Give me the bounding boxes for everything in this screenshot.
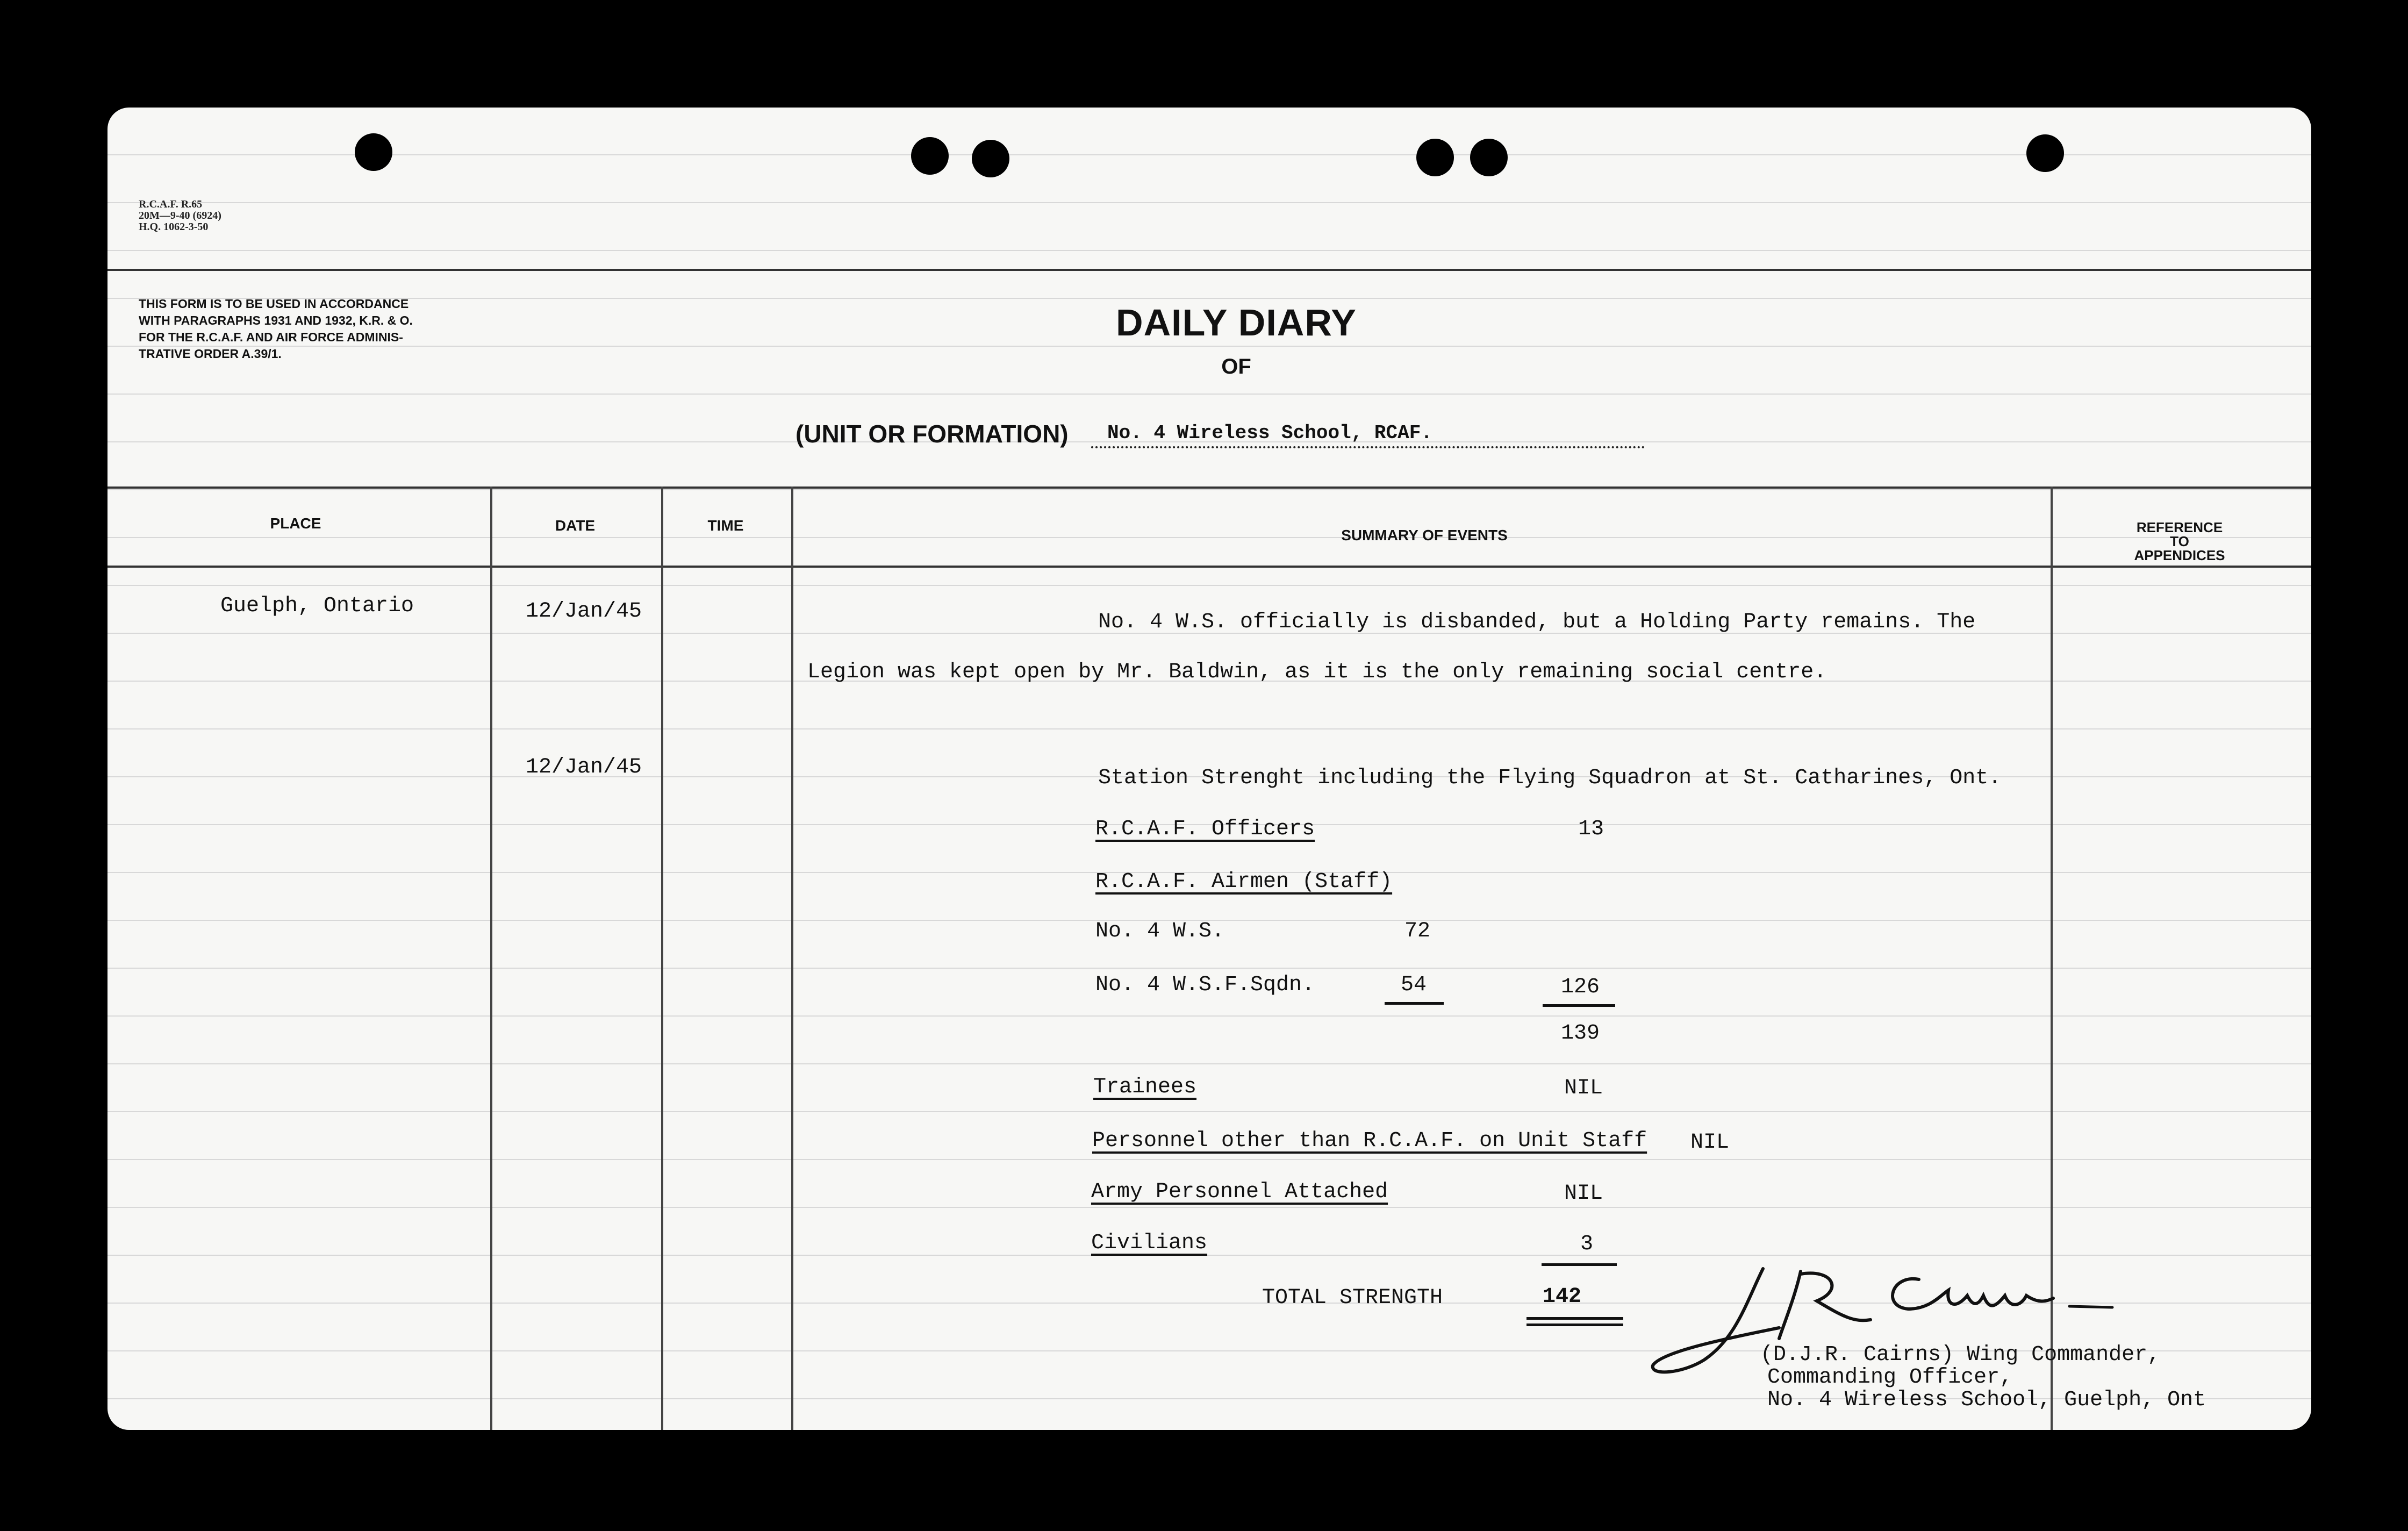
- column-header-time: TIME: [707, 517, 744, 534]
- entry-summary-line: Legion was kept open by Mr. Baldwin, as it is the only remaining social centre.: [807, 660, 1827, 684]
- signature-line: (D.J.R. Cairns) Wing Commander,: [1760, 1343, 2161, 1367]
- civilians-value: 3: [1580, 1232, 1594, 1256]
- total-strength-value: 142: [1543, 1285, 1582, 1309]
- punch-hole: [2026, 134, 2064, 172]
- airmen-subtotal: 126: [1561, 975, 1600, 999]
- army-label: Army Personnel Attached: [1091, 1180, 1388, 1204]
- entry-summary-line: Station Strenght including the Flying Squadron at St. Catharines, Ont.: [1098, 766, 2002, 790]
- instruction-line: FOR THE R.C.A.F. AND AIR FORCE ADMINIS-: [139, 330, 403, 344]
- unit-label: (UNIT OR FORMATION): [796, 420, 1069, 448]
- unit-value: No. 4 Wireless School, RCAF.: [1091, 422, 1645, 448]
- instruction-line: TRATIVE ORDER A.39/1.: [139, 347, 282, 361]
- wsf-value: 54: [1401, 973, 1427, 997]
- header-bottom-rule: [108, 566, 2311, 568]
- officers-label: R.C.A.F. Officers: [1095, 817, 1315, 841]
- total-double-rule: [1526, 1317, 1623, 1320]
- subtotal-rule: [1385, 1002, 1444, 1005]
- other-personnel-label: Personnel other than R.C.A.F. on Unit Staff: [1092, 1129, 1647, 1153]
- column-header-place: PLACE: [270, 515, 321, 532]
- signature-line: Commanding Officer,: [1767, 1365, 2013, 1390]
- trainees-value: NIL: [1564, 1076, 1603, 1100]
- reference-line: APPENDICES: [2134, 547, 2225, 563]
- title-of: OF: [1221, 355, 1251, 378]
- subtotal-rule: [1543, 1004, 1615, 1007]
- table-top-rule: [108, 487, 2311, 489]
- stamp-line: 20M—9-40 (6924): [139, 210, 221, 221]
- total-double-rule: [1526, 1323, 1623, 1326]
- officers-airmen-total: 139: [1561, 1021, 1600, 1046]
- column-header-reference: [2075, 520, 2284, 562]
- entry-date: 12/Jan/45: [526, 599, 642, 624]
- instruction-line: THIS FORM IS TO BE USED IN ACCORDANCE: [139, 297, 409, 311]
- trainees-label: Trainees: [1093, 1075, 1197, 1099]
- punch-hole: [1470, 139, 1508, 176]
- reference-line: REFERENCE: [2136, 519, 2223, 535]
- top-rule: [108, 269, 2311, 271]
- civilians-label: Civilians: [1091, 1231, 1208, 1255]
- ws-label: No. 4 W.S.: [1095, 919, 1225, 943]
- column-divider: [490, 487, 492, 1430]
- total-rule: [1542, 1263, 1617, 1266]
- stamp-line: R.C.A.F. R.65: [139, 198, 203, 210]
- wsf-label: No. 4 W.S.F.Sqdn.: [1095, 973, 1315, 997]
- airmen-label: R.C.A.F. Airmen (Staff): [1095, 870, 1393, 894]
- entry-place: Guelph, Ontario: [220, 594, 414, 618]
- reference-line: TO: [2170, 533, 2189, 549]
- stamp-line: H.Q. 1062-3-50: [139, 221, 209, 233]
- punch-hole: [972, 140, 1009, 177]
- column-header-date: DATE: [555, 517, 596, 534]
- army-value: NIL: [1564, 1182, 1603, 1206]
- officers-value: 13: [1578, 817, 1604, 841]
- ws-value: 72: [1404, 919, 1431, 943]
- total-strength-label: TOTAL STRENGTH: [1262, 1286, 1443, 1310]
- entry-date: 12/Jan/45: [526, 755, 642, 779]
- column-divider: [791, 487, 793, 1430]
- form-stamp: [139, 199, 221, 233]
- form-instructions: [139, 296, 413, 362]
- page-title: DAILY DIARY: [1116, 302, 1357, 344]
- other-personnel-value: NIL: [1690, 1131, 1730, 1155]
- diary-sheet: [108, 108, 2311, 1430]
- punch-hole: [1416, 139, 1454, 176]
- signature-line: No. 4 Wireless School, Guelph, Ont: [1767, 1388, 2206, 1412]
- instruction-line: WITH PARAGRAPHS 1931 AND 1932, K.R. & O.: [139, 313, 413, 327]
- entry-summary-line: No. 4 W.S. officially is disbanded, but a Holding Party remains. The: [1098, 610, 1976, 634]
- punch-hole: [911, 137, 949, 175]
- column-divider: [661, 487, 663, 1430]
- punch-hole: [355, 133, 392, 171]
- column-header-summary: SUMMARY OF EVENTS: [1341, 527, 1508, 543]
